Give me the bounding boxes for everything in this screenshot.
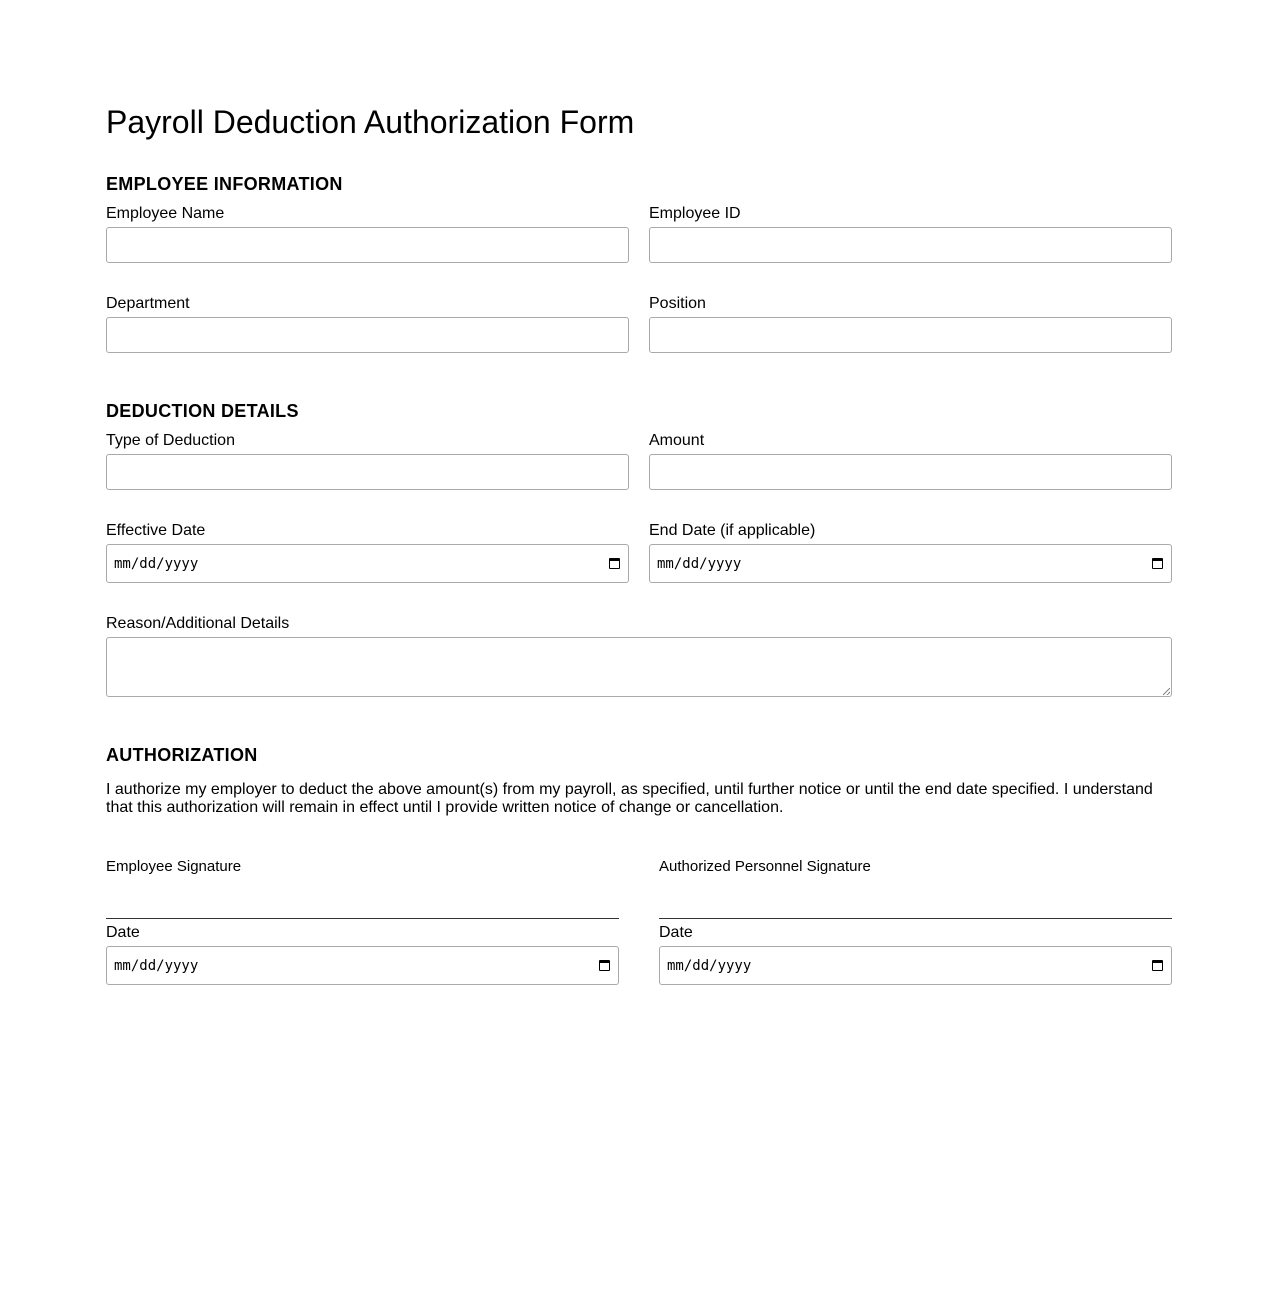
- employee-date-input[interactable]: [106, 946, 619, 985]
- personnel-date-input[interactable]: [659, 946, 1172, 985]
- date-placeholder: mm/dd/yyyy: [657, 555, 742, 572]
- reason-textarea[interactable]: [106, 637, 1172, 697]
- personnel-signature-label: Authorized Personnel Signature: [659, 858, 871, 875]
- position-label: Position: [649, 295, 706, 312]
- employee-name-label: Employee Name: [106, 205, 225, 222]
- deduction-type-input[interactable]: [106, 454, 629, 490]
- calendar-icon[interactable]: [609, 558, 620, 569]
- personnel-date-label: Date: [659, 924, 693, 941]
- employee-date-label: Date: [106, 924, 140, 941]
- position-input[interactable]: [649, 317, 1172, 353]
- amount-label: Amount: [649, 432, 705, 449]
- date-placeholder: mm/dd/yyyy: [667, 957, 752, 974]
- deduction-type-label: Type of Deduction: [106, 432, 235, 449]
- page-title: Payroll Deduction Authorization Form: [106, 104, 635, 140]
- calendar-icon[interactable]: [1152, 960, 1163, 971]
- section-heading-deduction: DEDUCTION DETAILS: [106, 401, 299, 421]
- personnel-signature-line: [659, 918, 1172, 919]
- resize-handle-icon[interactable]: [1163, 688, 1170, 695]
- employee-signature-label: Employee Signature: [106, 858, 242, 875]
- authorization-statement: I authorize my employer to deduct the above amount(s) from my payroll, as specified, until further notice or until the end date specified. I understand that this authorization will remain in effect until I provide written notice of change or cancellation.: [106, 781, 1153, 816]
- date-placeholder: mm/dd/yyyy: [114, 555, 199, 572]
- reason-label: Reason/Additional Details: [106, 615, 290, 632]
- date-placeholder: mm/dd/yyyy: [114, 957, 199, 974]
- employee-signature-line: [106, 918, 619, 919]
- department-input[interactable]: [106, 317, 629, 353]
- employee-id-label: Employee ID: [649, 205, 741, 222]
- effective-date-input[interactable]: [106, 544, 629, 583]
- section-heading-employee: EMPLOYEE INFORMATION: [106, 174, 343, 194]
- employee-id-input[interactable]: [649, 227, 1172, 263]
- end-date-label: End Date (if applicable): [649, 522, 816, 539]
- end-date-input[interactable]: [649, 544, 1172, 583]
- section-heading-authorization: AUTHORIZATION: [106, 745, 258, 765]
- calendar-icon[interactable]: [1152, 558, 1163, 569]
- department-label: Department: [106, 295, 190, 312]
- calendar-icon[interactable]: [599, 960, 610, 971]
- amount-input[interactable]: [649, 454, 1172, 490]
- effective-date-label: Effective Date: [106, 522, 206, 539]
- employee-name-input[interactable]: [106, 227, 629, 263]
